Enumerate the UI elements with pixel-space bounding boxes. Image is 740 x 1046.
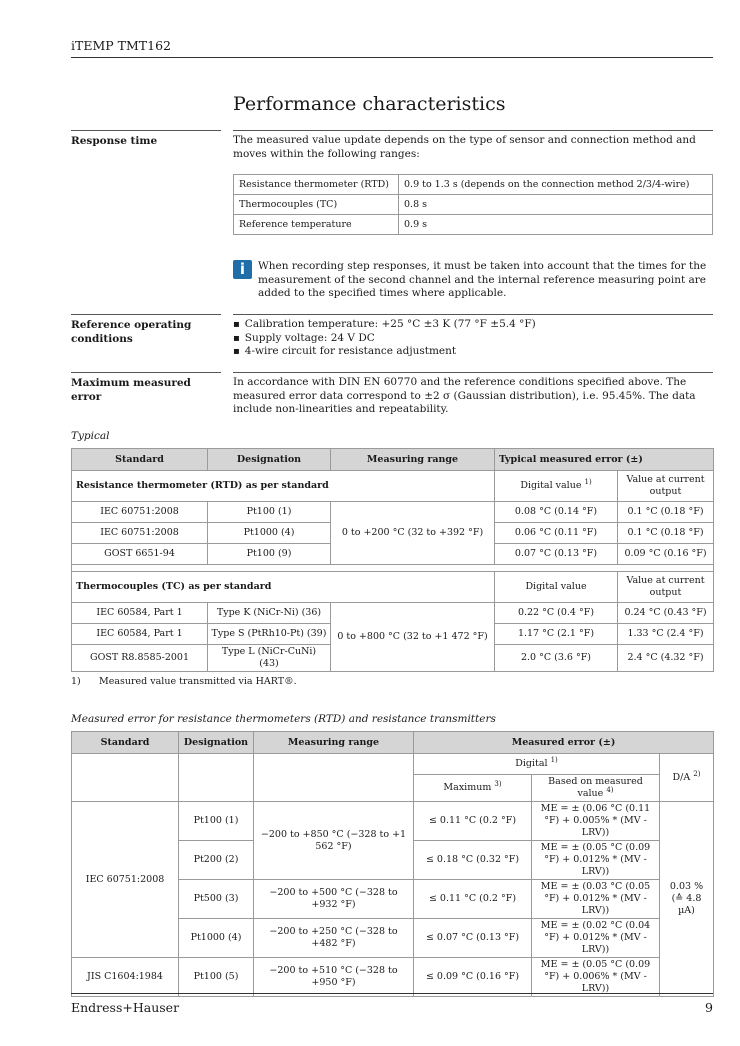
section-divider	[71, 130, 221, 131]
response-time-table	[233, 174, 713, 235]
table-cell: ME = ± (0.03 °C (0.05 °F) + 0.012% * (MV - LRV))	[532, 880, 660, 919]
table-cell: −200 to +500 °C (−328 to +932 °F)	[254, 880, 414, 919]
footer-rule	[71, 993, 713, 994]
subheader-cell: Value at current output	[618, 471, 714, 502]
table-cell: ME = ± (0.05 °C (0.09 °F) + 0.012% * (MV - LRV))	[532, 841, 660, 880]
table-cell: IEC 60584, Part 1	[72, 624, 208, 645]
table-cell: GOST 6651-94	[72, 544, 208, 565]
table-cell: ≤ 0.11 °C (0.2 °F)	[414, 802, 532, 841]
table-cell: 0.24 °C (0.43 °F)	[618, 603, 714, 624]
list-item: ▪ Supply voltage: 24 V DC	[233, 332, 536, 346]
group-row	[72, 572, 714, 603]
header-rule	[71, 57, 713, 58]
table-cell: ME = ± (0.02 °C (0.04 °F) + 0.012% * (MV - LRV))	[532, 919, 660, 958]
typical-caption: Typical	[71, 430, 110, 442]
footnote-number: 1)	[71, 676, 81, 687]
table-cell: ≤ 0.09 °C (0.16 °F)	[414, 958, 532, 997]
table-cell: 0 to +200 °C (32 to +392 °F)	[331, 502, 495, 565]
footnote-text: Measured value transmitted via HART®.	[99, 676, 297, 687]
subheader-cell: D/A $^{2)}$	[660, 754, 714, 802]
table-cell: GOST R8.8585-2001	[72, 645, 208, 672]
table-cell	[72, 754, 179, 802]
table-cell: 0.8 s	[399, 195, 713, 215]
table-cell: −200 to +250 °C (−328 to +482 °F)	[254, 919, 414, 958]
section-divider	[71, 314, 221, 315]
table-cell: 0.09 °C (0.16 °F)	[618, 544, 714, 565]
table-row	[234, 195, 713, 215]
table-cell: 0.1 °C (0.18 °F)	[618, 523, 714, 544]
info-icon: i	[233, 260, 252, 279]
group-label: Resistance thermometer (RTD) as per standard	[72, 471, 495, 502]
list-item: ▪ 4-wire circuit for resistance adjustment	[233, 345, 536, 359]
table-cell	[179, 754, 254, 802]
table-cell: Pt100 (1)	[179, 802, 254, 841]
table-row	[72, 802, 714, 841]
table-cell: IEC 60584, Part 1	[72, 603, 208, 624]
subheader-cell: Digital value $^{1)}$	[495, 471, 618, 502]
response-time-note: When recording step responses, it must be taken into account that the times for the measurement of the second channel and the internal reference measuring point are added to the specified times where applicable.	[258, 260, 707, 300]
subheader-cell: Maximum $^{3)}$	[414, 775, 532, 802]
table-row	[234, 175, 713, 195]
column-header: Standard	[72, 449, 208, 471]
table-cell: 0.1 °C (0.18 °F)	[618, 502, 714, 523]
column-header: Measuring range	[254, 732, 414, 754]
table-cell: IEC 60751:2008	[72, 502, 208, 523]
table-cell: 1.17 °C (2.1 °F)	[495, 624, 618, 645]
table-cell: Pt1000 (4)	[179, 919, 254, 958]
response-time-label: Response time	[71, 135, 158, 147]
table-row	[72, 603, 714, 624]
table-cell: Thermocouples (TC)	[234, 195, 399, 215]
table-cell: Pt100 (1)	[208, 502, 331, 523]
table-cell: Type S (PtRh10-Pt) (39)	[208, 624, 331, 645]
column-header: Designation	[208, 449, 331, 471]
table-cell: −200 to +850 °C (−328 to +1 562 °F)	[254, 802, 414, 880]
column-header: Measuring range	[331, 449, 495, 471]
subheader-cell: Digital $^{1)}$	[414, 754, 660, 775]
subheader-cell: Digital value	[495, 572, 618, 603]
table-cell: −200 to +510 °C (−328 to +950 °F)	[254, 958, 414, 997]
table-header-row	[72, 449, 714, 471]
column-header: Standard	[72, 732, 179, 754]
table-cell: Pt500 (3)	[179, 880, 254, 919]
rtd-error-table	[71, 731, 714, 997]
section-divider	[233, 130, 713, 131]
subheader-row	[72, 754, 714, 775]
table-cell: ME = ± (0.05 °C (0.09 °F) + 0.006% * (MV - LRV))	[532, 958, 660, 997]
table-cell: Reference temperature	[234, 215, 399, 235]
group-label: Thermocouples (TC) as per standard	[72, 572, 495, 603]
section-divider	[71, 372, 221, 373]
column-header: Measured error (±)	[414, 732, 714, 754]
table-row	[72, 502, 714, 523]
table-cell: 0.07 °C (0.13 °F)	[495, 544, 618, 565]
column-header: Designation	[179, 732, 254, 754]
rtd-error-caption: Measured error for resistance thermometers (RTD) and resistance transmitters	[71, 713, 496, 725]
table-cell: Pt100 (5)	[179, 958, 254, 997]
reference-conditions-list	[233, 318, 536, 359]
table-cell: Pt100 (9)	[208, 544, 331, 565]
table-cell: Resistance thermometer (RTD)	[234, 175, 399, 195]
table-cell: Type L (NiCr-CuNi) (43)	[208, 645, 331, 672]
table-cell: Pt1000 (4)	[208, 523, 331, 544]
section-divider	[233, 372, 713, 373]
reference-conditions-label: Reference operating conditions	[71, 319, 192, 345]
list-item: ▪ Calibration temperature: +25 °C ±3 K (77 °F ±5.4 °F)	[233, 318, 536, 332]
table-row	[72, 958, 714, 997]
max-error-text: In accordance with DIN EN 60770 and the reference conditions specified above. The measured error data correspond to ±2 σ (Gaussian distribution), i.e. 95.45%. The data include non-linearities and repeatability.	[233, 376, 696, 416]
response-time-text: The measured value update depends on the type of sensor and connection method and moves within the following ranges:	[233, 134, 696, 160]
page-number: 9	[705, 1000, 713, 1015]
section-divider	[233, 314, 713, 315]
column-header: Typical measured error (±)	[495, 449, 714, 471]
subheader-cell: Based on measured value $^{4)}$	[532, 775, 660, 802]
spacer-row	[72, 565, 714, 572]
typical-error-table	[71, 448, 714, 672]
table-cell: Type K (NiCr-Ni) (36)	[208, 603, 331, 624]
table-cell: 0.9 to 1.3 s (depends on the connection method 2/3/4-wire)	[399, 175, 713, 195]
table-cell: ≤ 0.07 °C (0.13 °F)	[414, 919, 532, 958]
table-cell: ME = ± (0.06 °C (0.11 °F) + 0.005% * (MV - LRV))	[532, 802, 660, 841]
table-cell: ≤ 0.11 °C (0.2 °F)	[414, 880, 532, 919]
table-cell: 2.4 °C (4.32 °F)	[618, 645, 714, 672]
table-cell: 1.33 °C (2.4 °F)	[618, 624, 714, 645]
table-cell: IEC 60751:2008	[72, 523, 208, 544]
table-cell: Pt200 (2)	[179, 841, 254, 880]
section-title: Performance characteristics	[233, 93, 506, 115]
subheader-cell: Value at current output	[618, 572, 714, 603]
table-cell: 0.06 °C (0.11 °F)	[495, 523, 618, 544]
table-cell	[254, 754, 414, 802]
document-title: iTEMP TMT162	[71, 38, 171, 53]
table-cell: 0 to +800 °C (32 to +1 472 °F)	[331, 603, 495, 672]
table-row	[234, 215, 713, 235]
table-cell: 0.03 % (≙ 4.8 µA)	[660, 802, 714, 997]
table-cell: 0.22 °C (0.4 °F)	[495, 603, 618, 624]
table-cell: ≤ 0.18 °C (0.32 °F)	[414, 841, 532, 880]
table-header-row	[72, 732, 714, 754]
footer-company: Endress+Hauser	[71, 1000, 180, 1015]
group-row	[72, 471, 714, 502]
table-cell: 2.0 °C (3.6 °F)	[495, 645, 618, 672]
table-cell: 0.9 s	[399, 215, 713, 235]
table-cell: IEC 60751:2008	[72, 802, 179, 958]
table-cell: JIS C1604:1984	[72, 958, 179, 997]
max-error-label: Maximum measured error	[71, 377, 191, 403]
table-cell: 0.08 °C (0.14 °F)	[495, 502, 618, 523]
